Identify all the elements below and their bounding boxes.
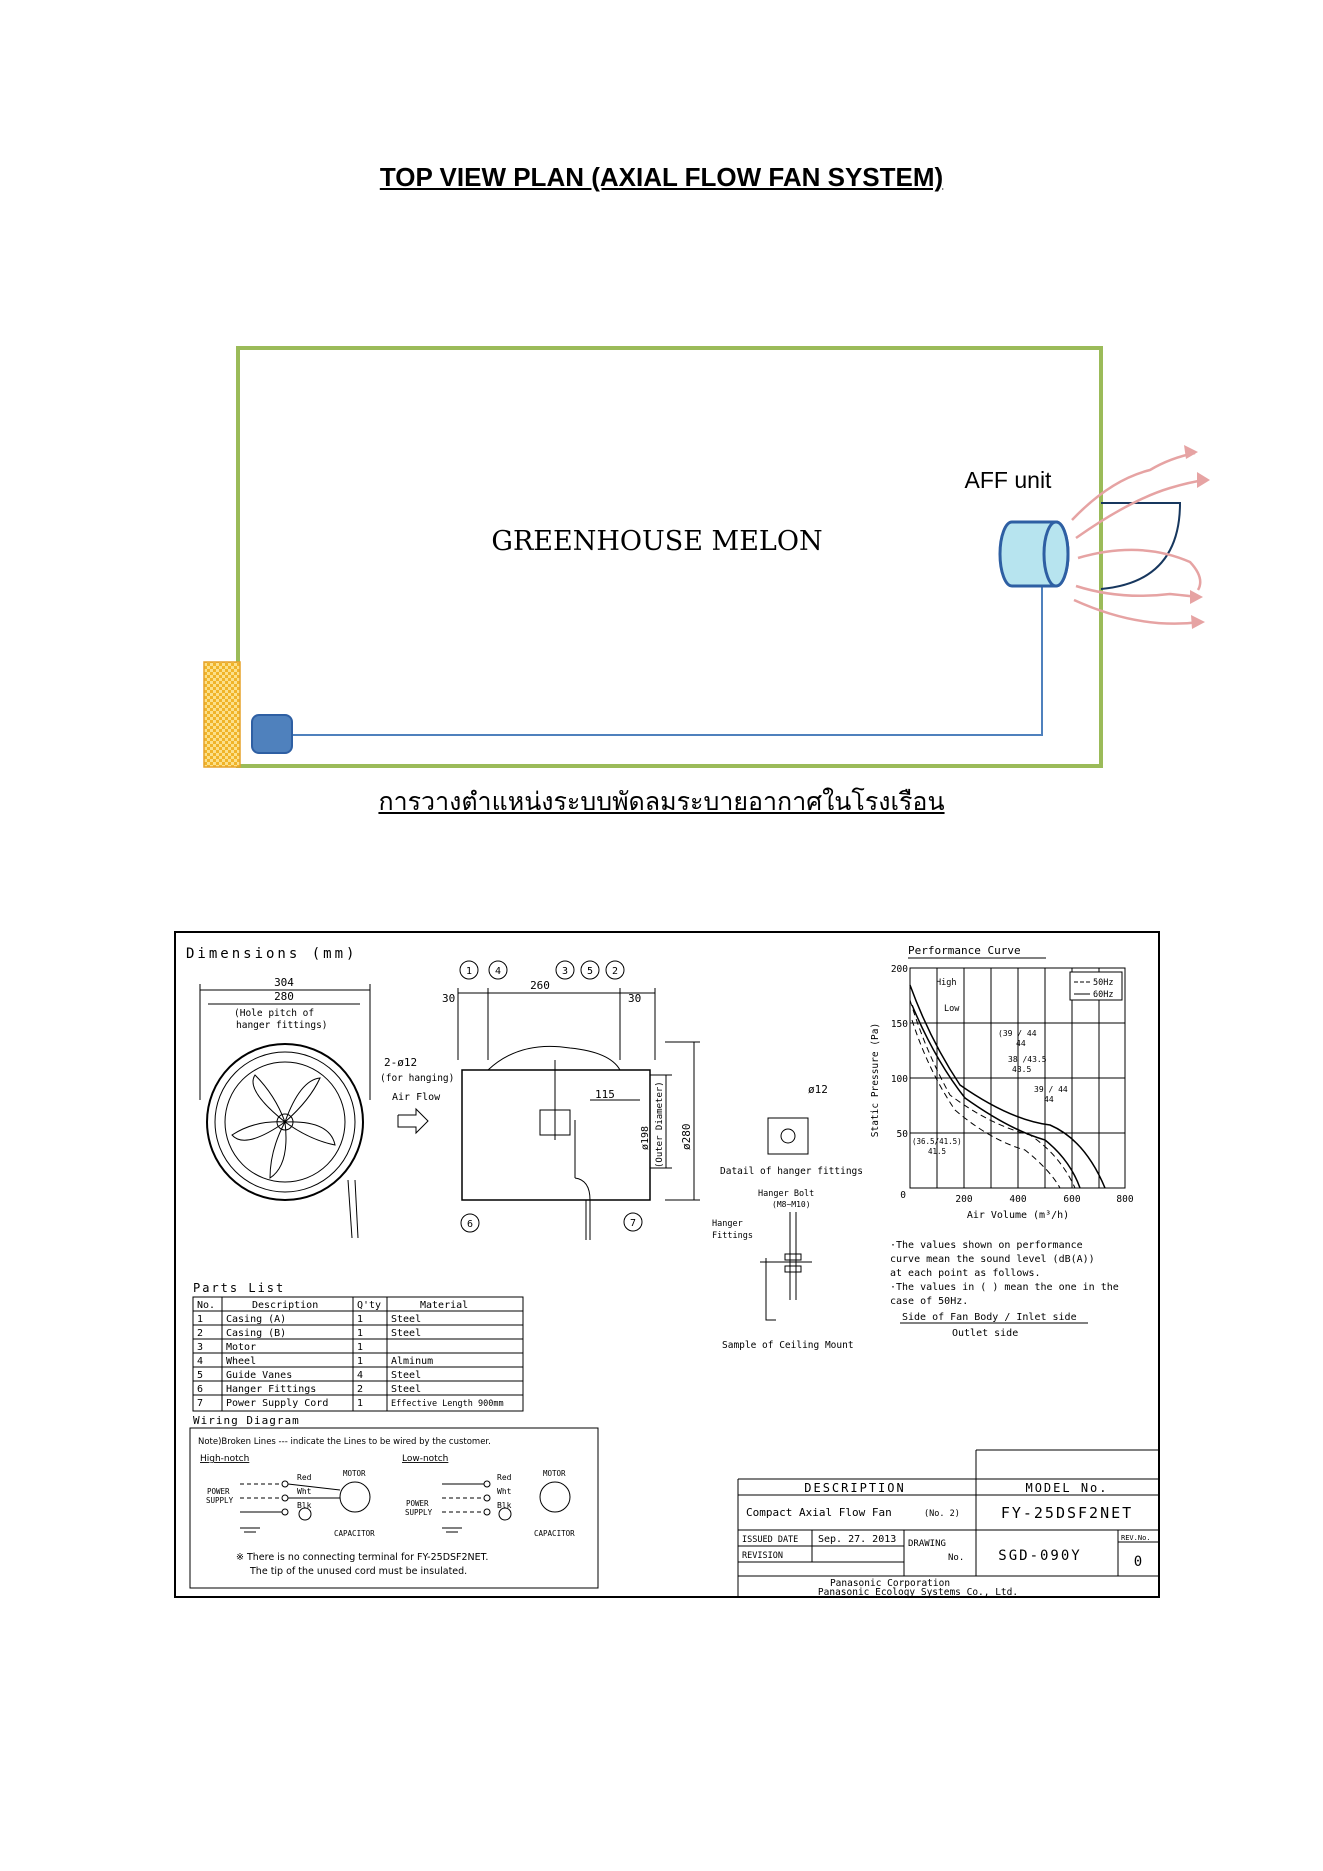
motor-label-high: MOTOR [343, 1469, 366, 1478]
callout-3: 3 [561, 966, 569, 977]
wire-blk-low: Blk [497, 1501, 512, 1510]
ytick-50: 50 [896, 1129, 908, 1140]
aff-unit-label: AFF unit [964, 467, 1052, 493]
parts-cell: 1 [357, 1356, 364, 1367]
dim-304: 304 [274, 976, 294, 989]
point-label-1b: 44 [1016, 1039, 1026, 1048]
parts-header-cell: Q'ty [357, 1300, 382, 1311]
point-label-2b: 43.5 [1012, 1065, 1032, 1074]
wire-red-high: Red [297, 1473, 312, 1482]
parts-cell: 5 [197, 1370, 204, 1381]
parts-cell: Steel [391, 1328, 422, 1339]
parts-cell: Motor [226, 1342, 257, 1353]
description-no2: (No. 2) [924, 1509, 960, 1519]
revision-label: REVISION [742, 1551, 783, 1561]
curve-low-label: Low [944, 1004, 960, 1014]
performance-xlabel: Air Volume (m³/h) [966, 1210, 1070, 1221]
outlet-side-label: Outlet side [952, 1328, 1019, 1339]
drawing-no-label: DRAWING [908, 1539, 946, 1549]
parts-cell: 1 [197, 1314, 204, 1325]
parts-cell: Steel [391, 1370, 422, 1381]
parts-cell: 1 [357, 1342, 364, 1353]
hanger-bolt-size: (M8~M10) [772, 1200, 811, 1209]
wiring-note: Note)Broken Lines --- indicate the Lines to be wired by the customer. [198, 1437, 491, 1447]
wiring-title: Wiring Diagram [193, 1414, 300, 1427]
parts-cell: 4 [357, 1370, 364, 1381]
dim-30-right: 30 [628, 992, 642, 1005]
hanger-fittings-label-2: Fittings [712, 1231, 753, 1241]
ytick-0: 0 [900, 1190, 906, 1201]
dim-280-side: ø280 [680, 1123, 693, 1150]
note-line-3: at each point as follows. [890, 1268, 1041, 1279]
parts-cell: 4 [197, 1356, 204, 1367]
note-line-5: case of 50Hz. [890, 1296, 969, 1307]
model-label: MODEL No. [1025, 1481, 1109, 1495]
company-line-2: Panasonic Ecology Systems Co., Ltd. [817, 1587, 1019, 1598]
wire-blk-high: Blk [297, 1501, 312, 1510]
hanging-hole-label: 2-ø12 [384, 1056, 418, 1069]
ytick-150: 150 [890, 1019, 908, 1030]
point-label-4b: 41.5 [928, 1147, 947, 1156]
drawing-no-value: SGD-090Y [998, 1548, 1082, 1564]
xtick-800: 800 [1116, 1194, 1134, 1205]
rev-no-value: 0 [1133, 1554, 1143, 1570]
low-notch-label: Low-notch [402, 1454, 449, 1464]
power-supply-high: POWER [207, 1487, 230, 1496]
motor-label-low: MOTOR [543, 1469, 566, 1478]
xtick-600: 600 [1063, 1194, 1081, 1205]
capacitor-label-low: CAPACITOR [534, 1529, 575, 1538]
high-notch-label: High-notch [200, 1454, 250, 1464]
side-inlet-label: Side of Fan Body / Inlet side [902, 1312, 1077, 1323]
issued-value: Sep. 27. 2013 [818, 1534, 897, 1545]
hanger-bolt-label: Hanger Bolt [758, 1189, 815, 1199]
parts-cell: 2 [197, 1328, 204, 1339]
parts-cell: Wheel [226, 1356, 257, 1367]
note-line-1: ·The values shown on performance [890, 1240, 1083, 1251]
wire-wht-low: Wht [497, 1487, 512, 1496]
point-label-1: (39 / 44 [998, 1029, 1037, 1038]
parts-cell: 6 [197, 1384, 204, 1395]
parts-cell: 7 [197, 1398, 204, 1409]
parts-cell: Effective Length 900mm [391, 1399, 504, 1409]
hanging-hole-label-2: (for hanging) [380, 1073, 455, 1084]
company-line-1: Panasonic Corporation [829, 1578, 951, 1589]
parts-cell: Steel [391, 1314, 422, 1325]
wire-wht-high: Wht [297, 1487, 312, 1496]
parts-cell: Hanger Fittings [226, 1384, 317, 1395]
dim-280: 280 [274, 990, 294, 1003]
ytick-200: 200 [890, 964, 908, 975]
parts-header-cell: Description [252, 1300, 319, 1311]
hole-pitch-label: (Hole pitch of [234, 1008, 315, 1019]
phi12-label: ø12 [808, 1083, 828, 1096]
dimensions-title: Dimensions (mm) [186, 946, 358, 962]
wiring-footnote-1: ※ There is no connecting terminal for FY-25DSF2NET. [236, 1552, 489, 1563]
callout-6: 6 [466, 1219, 474, 1230]
note-line-2: curve mean the sound level (dB(A)) [890, 1254, 1095, 1265]
parts-cell: 1 [357, 1314, 364, 1325]
xtick-400: 400 [1009, 1194, 1027, 1205]
callout-4: 4 [494, 966, 502, 977]
legend-50hz: 50Hz [1093, 978, 1114, 988]
callout-7: 7 [629, 1218, 637, 1229]
hole-pitch-label-2: hanger fittings) [236, 1020, 328, 1031]
wiring-footnote-2: The tip of the unused cord must be insulated. [250, 1566, 468, 1577]
air-flow-label: Air Flow [392, 1092, 441, 1103]
page-title: TOP VIEW PLAN (AXIAL FLOW FAN SYSTEM) [379, 162, 944, 192]
outer-diameter-label: (Outer Diameter) [655, 1081, 665, 1168]
power-supply-high-2: SUPPLY [206, 1496, 234, 1505]
curve-high-label: High [936, 978, 957, 988]
point-label-4: (36.5/41.5) [912, 1137, 962, 1146]
parts-cell: Alminum [391, 1356, 434, 1367]
sample-ceiling-label: Sample of Ceiling Mount [722, 1340, 854, 1351]
note-line-4: ·The values in ( ) mean the one in the [890, 1282, 1119, 1293]
power-supply-low: POWER [406, 1499, 429, 1508]
dim-260: 260 [530, 979, 550, 992]
parts-cell: Casing (A) [226, 1314, 287, 1325]
parts-cell: 2 [357, 1384, 364, 1395]
parts-cell: Steel [391, 1384, 422, 1395]
capacitor-label-high: CAPACITOR [334, 1529, 375, 1538]
plan-caption: การวางตำแหน่งระบบพัดลมระบายอากาศในโรงเรือน [378, 787, 945, 816]
parts-header-cell: Material [420, 1300, 469, 1311]
callout-1: 1 [465, 966, 473, 977]
parts-cell: Guide Vanes [226, 1370, 293, 1381]
ytick-100: 100 [890, 1074, 908, 1085]
legend-60hz: 60Hz [1093, 990, 1114, 1000]
callout-5: 5 [586, 966, 594, 977]
dim-198: ø198 [640, 1125, 651, 1150]
rev-no-label: REV.No. [1121, 1534, 1151, 1542]
performance-title: Performance Curve [908, 944, 1021, 957]
dim-115: 115 [595, 1088, 615, 1101]
parts-list-title: Parts List [193, 1281, 286, 1295]
hanger-fittings-label: Hanger [712, 1219, 743, 1229]
detail-hanger-label: Datail of hanger fittings [720, 1166, 863, 1177]
wire-red-low: Red [497, 1473, 512, 1482]
room-label: GREENHOUSE MELON [491, 526, 823, 557]
point-label-2: 38 /43.5 [1008, 1055, 1047, 1064]
parts-cell: 3 [197, 1342, 204, 1353]
issued-label: ISSUED DATE [742, 1535, 799, 1545]
callout-2: 2 [611, 966, 619, 977]
parts-cell: 1 [357, 1328, 364, 1339]
parts-header-cell: No. [197, 1300, 216, 1311]
parts-cell: Casing (B) [226, 1328, 287, 1339]
xtick-200: 200 [955, 1194, 973, 1205]
parts-cell: 1 [357, 1398, 364, 1409]
drawing-no-label-2: No. [948, 1553, 965, 1563]
point-label-3: 39 / 44 [1034, 1085, 1068, 1094]
parts-cell: Power Supply Cord [226, 1398, 329, 1409]
dim-30-left: 30 [442, 992, 456, 1005]
model-value: FY-25DSF2NET [1000, 1504, 1134, 1522]
point-label-3b: 44 [1044, 1095, 1054, 1104]
description-value: Compact Axial Flow Fan [746, 1506, 892, 1519]
performance-ylabel: Static Pressure (Pa) [870, 1022, 881, 1138]
power-supply-low-2: SUPPLY [405, 1508, 433, 1517]
description-label: DESCRIPTION [804, 1481, 906, 1495]
